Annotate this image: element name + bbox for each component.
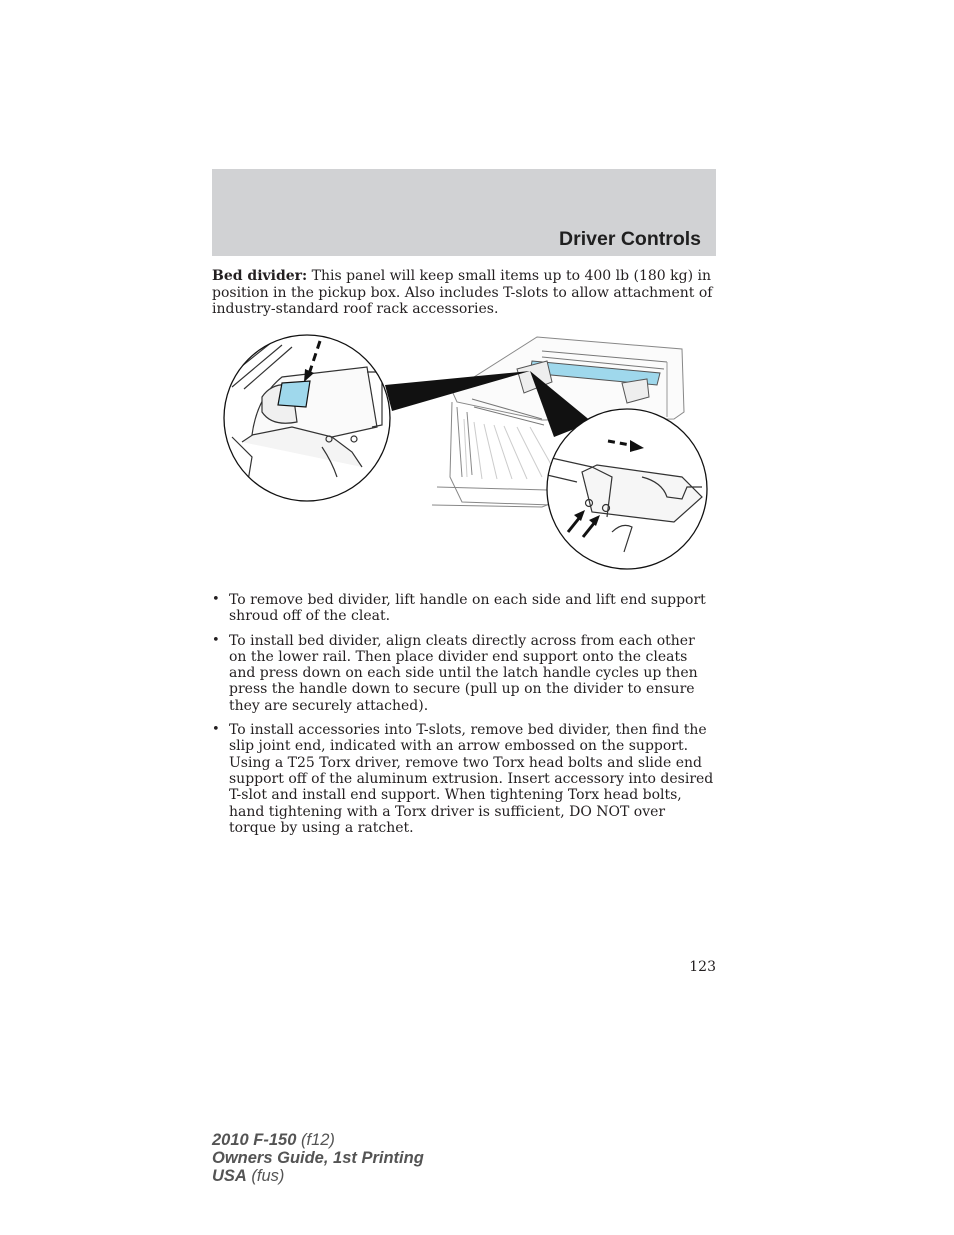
latch-highlight (278, 381, 310, 407)
bullet-text: To install accessories into T-slots, remove bed divider, then find the slip joint end, indicated with an arrow embossed on the support. Using a T25 Torx driver, remove two Torx head bolts and slide end support off of the aluminum extrusion. Insert accessory into desired T-slot and install end support. When tightening Torx head bolts, hand tightening with a Torx driver is sufficient, DO NOT over torque by using a ratchet. (229, 722, 714, 836)
intro-lead: Bed divider: (212, 268, 308, 284)
bullet-mark: • (212, 592, 220, 607)
bullet-mark: • (212, 632, 220, 648)
zoom-circle-right (547, 409, 707, 569)
zoom-circle-left (222, 335, 390, 501)
section-header-band (212, 169, 716, 256)
footer-model: 2010 F-150 (212, 1131, 297, 1149)
footer-printing: Owners Guide, 1st Printing (212, 1149, 424, 1167)
footer-region-code: (fus) (246, 1167, 285, 1185)
section-title: Driver Controls (559, 228, 701, 250)
bullet-text: To install bed divider, align cleats directly across from each other on the lower rail. Then place divider end support onto the cleats and press down on each side until the latch handle cycles up then press the handle down to secure (pull up on the divider to ensure they are securely attached). (229, 632, 698, 714)
document-footer (212, 1131, 424, 1185)
list-item (212, 592, 716, 625)
instruction-list (212, 592, 716, 844)
intro-paragraph (212, 268, 716, 318)
intro-text: This panel will keep small items up to 400 lb (180 kg) in position in the pickup box. Also includes T-slots to allow attachment of industry-standard roof rack accessories. (212, 268, 713, 317)
footer-model-code: (f12) (296, 1131, 335, 1149)
footer-model-line (212, 1131, 424, 1149)
footer-region-line (212, 1167, 424, 1185)
list-item (212, 722, 716, 836)
bullet-text: To remove bed divider, lift handle on each side and lift end support shroud off of the cleat. (229, 592, 706, 625)
footer-region: USA (212, 1167, 247, 1185)
bed-divider-illustration (212, 327, 716, 577)
bullet-mark: • (212, 722, 220, 738)
list-item (212, 633, 716, 714)
page-number: 123 (689, 959, 716, 975)
